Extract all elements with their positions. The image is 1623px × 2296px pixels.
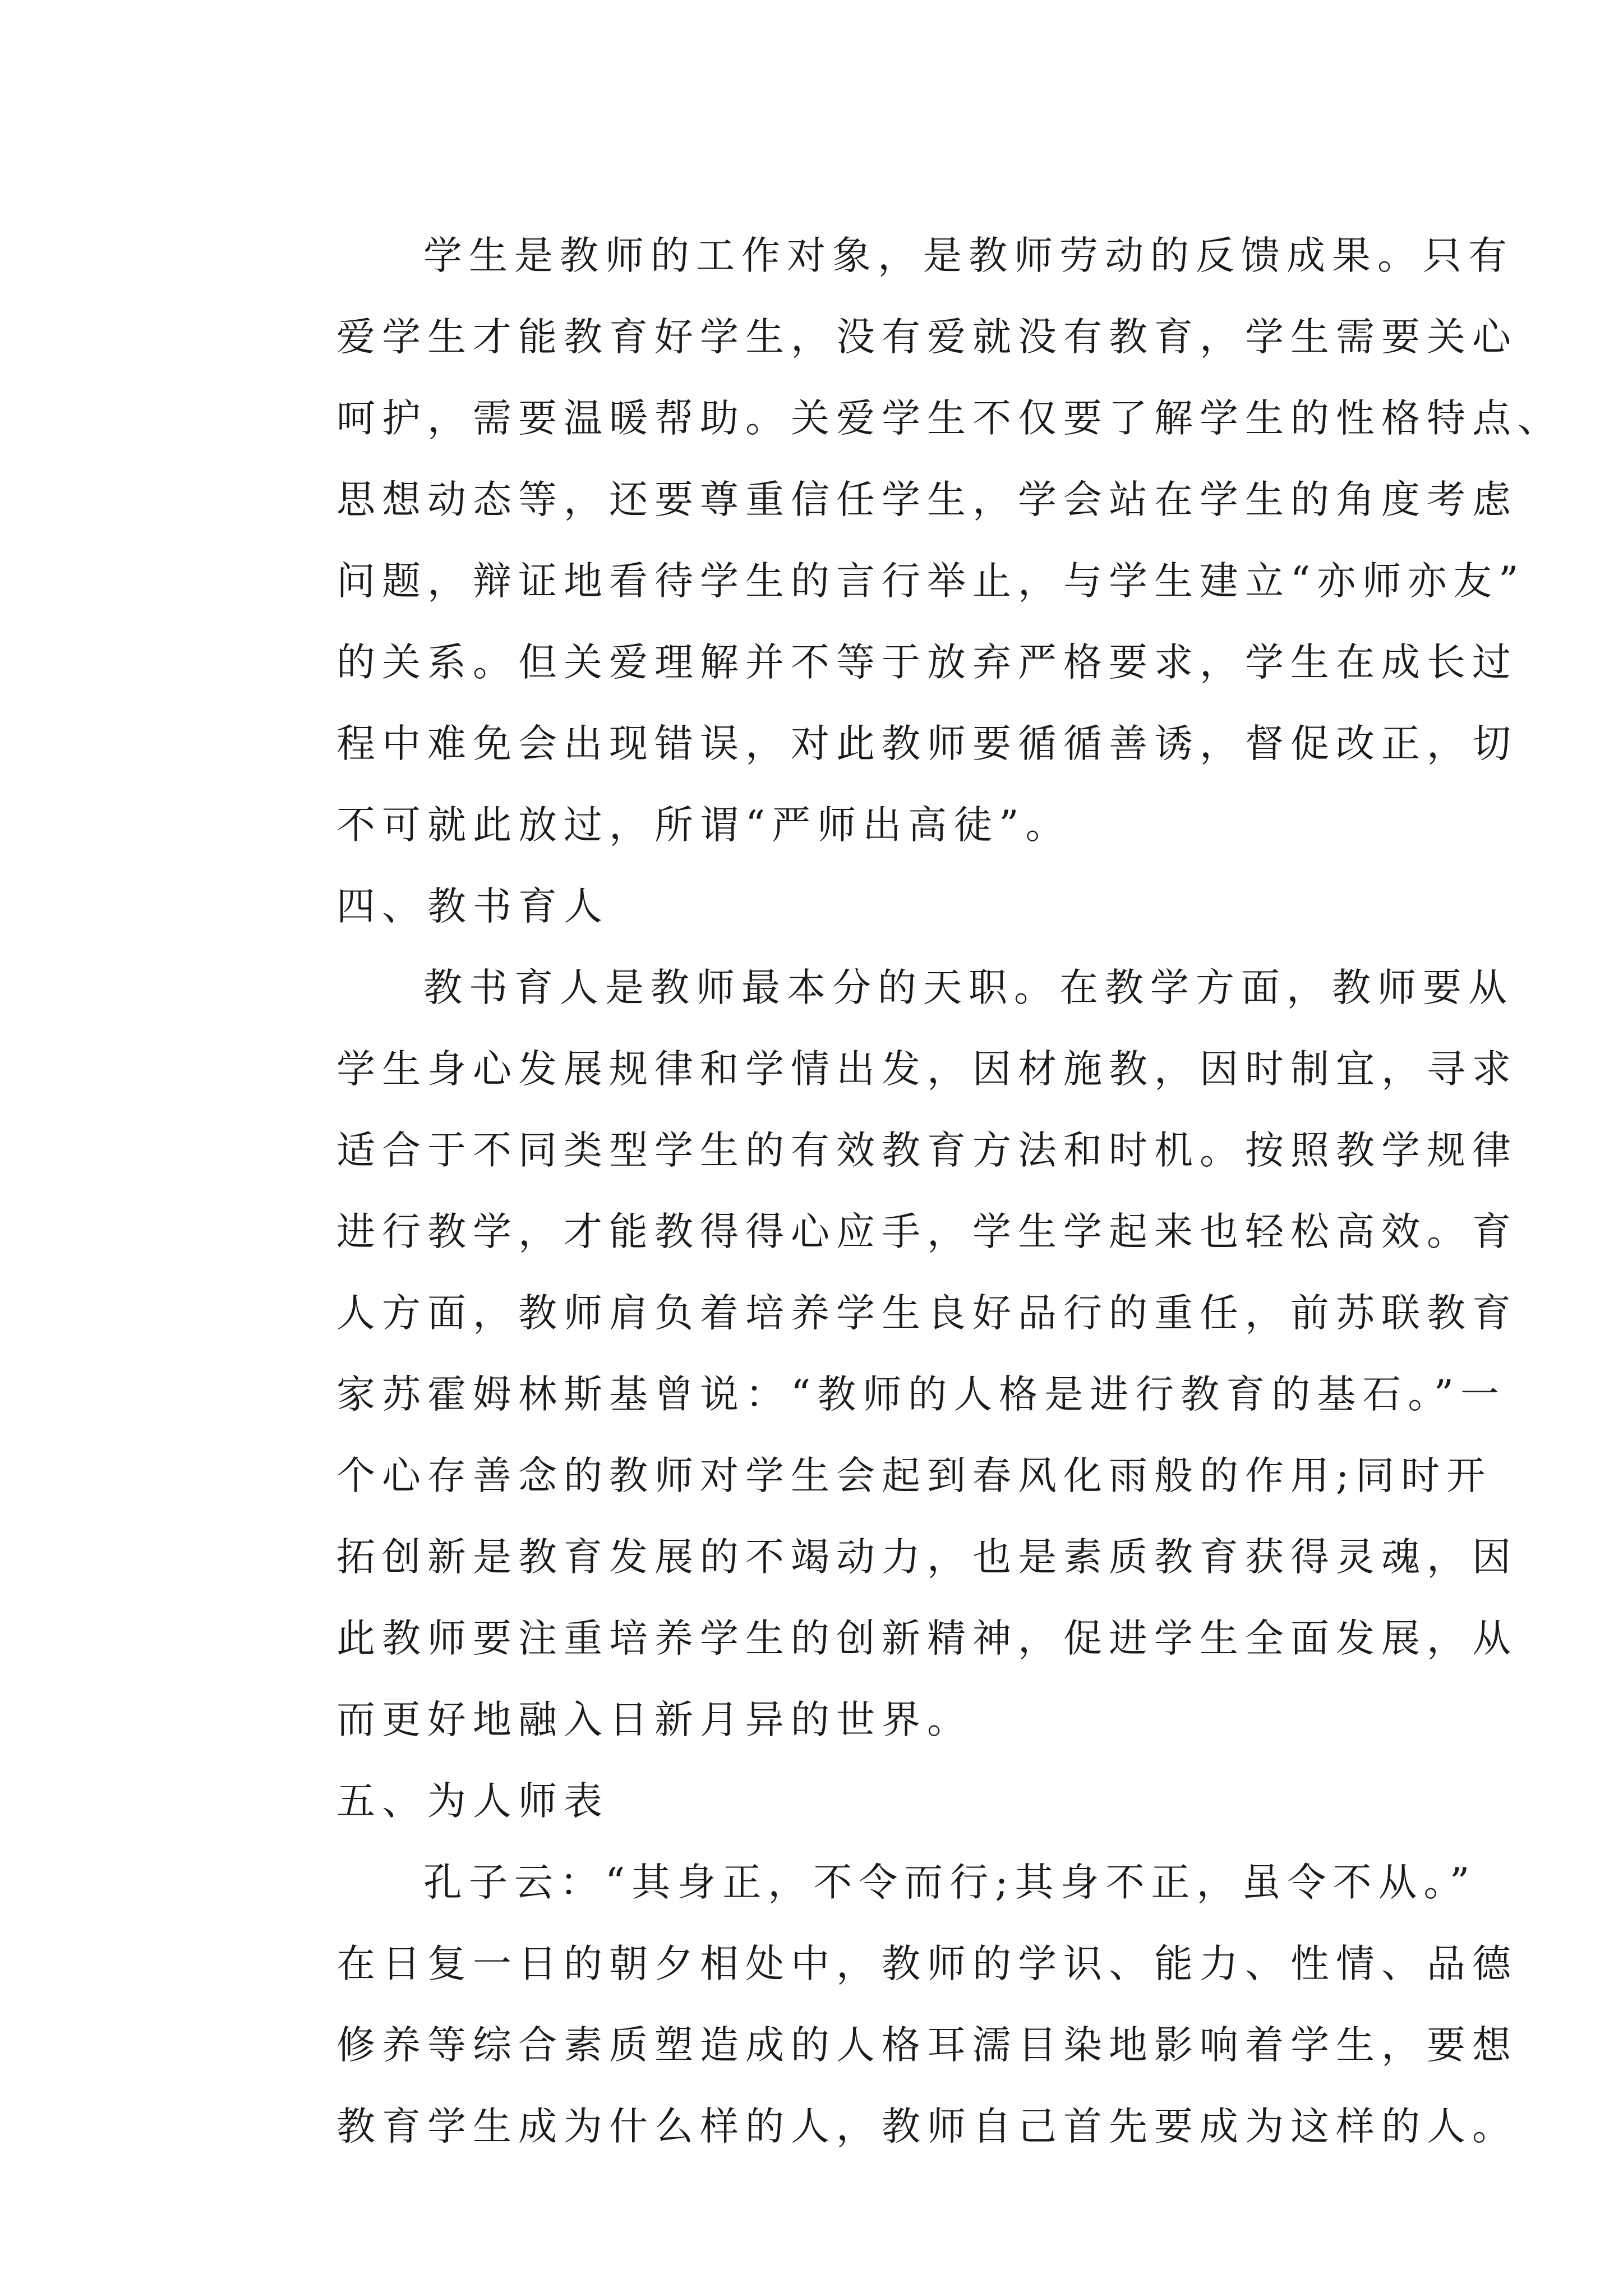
text-line: 家苏霍姆林斯基曾说：“教师的人格是进行教育的基石。”一 bbox=[336, 1372, 1506, 1417]
paragraph-teaching-and-educating bbox=[250, 947, 1518, 1761]
paragraph-role-model bbox=[250, 1842, 1518, 2168]
text-line: 人方面，教师肩负着培养学生良好品行的重任，前苏联教育 bbox=[336, 1291, 1518, 1336]
text-line: 程中难免会出现错误，对此教师要循循善诱，督促改正，切 bbox=[336, 721, 1518, 766]
text-line: 学生是教师的工作对象，是教师劳动的反馈成果。只有 bbox=[423, 233, 1514, 278]
text-line: 孔子云：“其身正，不令而行;其身不正，虽令不从。” bbox=[423, 1860, 1477, 1905]
text-line: 适合于不同类型学生的有效教育方法和时机。按照教学规律 bbox=[336, 1128, 1518, 1173]
text-line: 思想动态等，还要尊重信任学生，学会站在学生的角度考虑 bbox=[336, 477, 1518, 522]
heading-text: 五、为人师表 bbox=[336, 1779, 609, 1824]
text-line: 不可就此放过，所谓“严师出高徒”。 bbox=[336, 803, 1071, 848]
text-line: 教书育人是教师最本分的天职。在教学方面，教师要从 bbox=[423, 965, 1514, 1010]
text-line: 拓创新是教育发展的不竭动力，也是素质教育获得灵魂，因 bbox=[336, 1535, 1518, 1580]
text-line: 教育学生成为什么样的人，教师自己首先要成为这样的人。 bbox=[336, 2104, 1518, 2149]
paragraph-caring-for-students bbox=[250, 215, 1563, 866]
section-heading-5 bbox=[250, 1761, 1388, 1842]
text-line: 爱学生才能教育好学生，没有爱就没有教育，学生需要关心 bbox=[336, 315, 1518, 360]
section-heading-4 bbox=[250, 866, 1388, 947]
text-line: 在日复一日的朝夕相处中，教师的学识、能力、性情、品德 bbox=[336, 1941, 1518, 1986]
text-line: 进行教学，才能教得得心应手，学生学起来也轻松高效。育 bbox=[336, 1209, 1518, 1254]
text-line: 此教师要注重培养学生的创新精神，促进学生全面发展，从 bbox=[336, 1616, 1518, 1661]
text-line: 个心存善念的教师对学生会起到春风化雨般的作用;同时开 bbox=[336, 1453, 1492, 1498]
text-line: 学生身心发展规律和学情出发，因材施教，因时制宜，寻求 bbox=[336, 1047, 1518, 1092]
text-line: 问题，辩证地看待学生的言行举止，与学生建立“亦师亦友” bbox=[336, 559, 1525, 604]
text-line: 呵护，需要温暖帮助。关爱学生不仅要了解学生的性格特点、 bbox=[336, 396, 1563, 441]
text-line: 而更好地融入日新月异的世界。 bbox=[336, 1697, 972, 1742]
document-body bbox=[250, 215, 1563, 2168]
heading-text: 四、教书育人 bbox=[336, 884, 609, 929]
text-line: 的关系。但关爱理解并不等于放弃严格要求，学生在成长过 bbox=[336, 640, 1518, 685]
text-line: 修养等综合素质塑造成的人格耳濡目染地影响着学生，要想 bbox=[336, 2023, 1518, 2068]
